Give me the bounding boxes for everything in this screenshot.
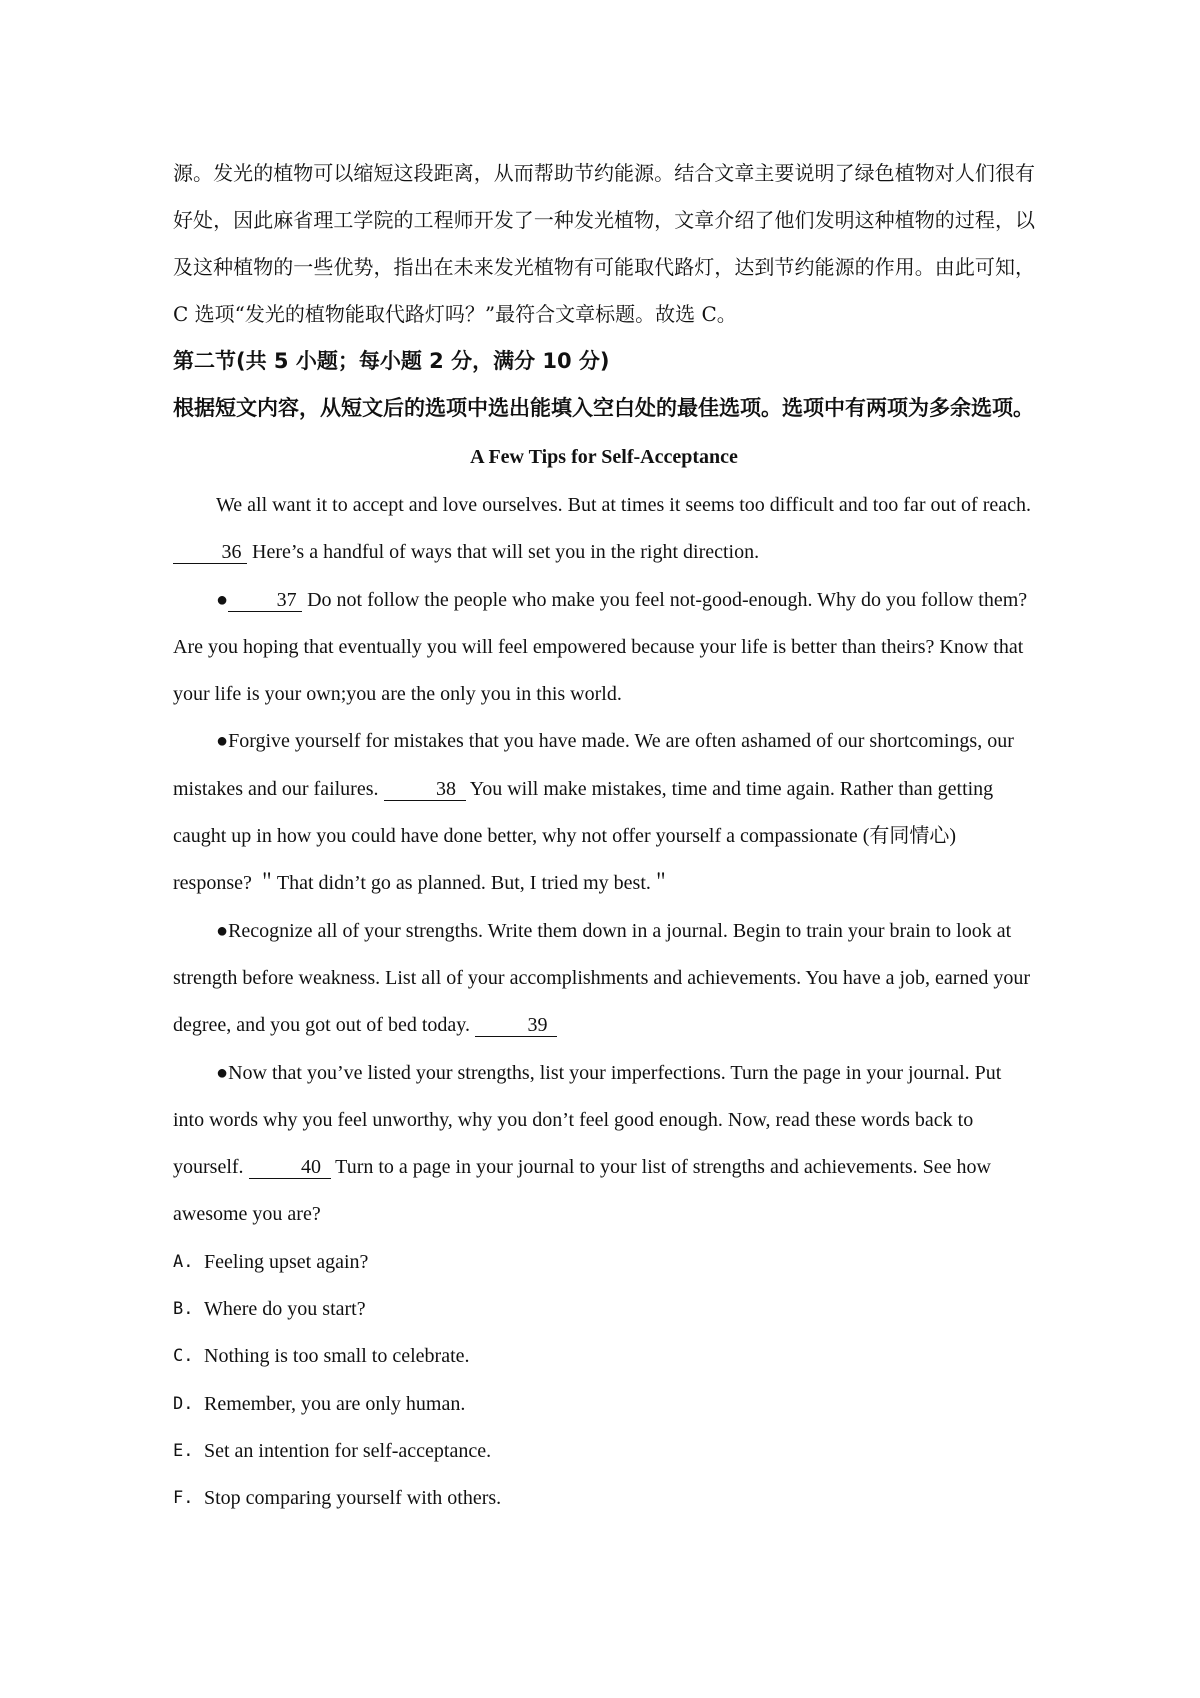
answer-options <box>173 1239 1035 1523</box>
bullet: ● <box>216 588 229 611</box>
blank-37: 37 <box>228 589 302 612</box>
option-text: Feeling upset again? <box>204 1250 369 1273</box>
paragraph-text: Do not follow the people who make you feel not-good-enough. Why do you follow them? Are you hoping that eventually you will feel empowered because your life is better than theirs? Know that your life is your own;you are the only you in this world. <box>173 588 1028 706</box>
paragraph-text: ●Recognize all of your strengths. Write them down in a journal. Begin to train your brain to look at strength before weakness. List all of your accomplishments and achievements. You have a job, earned your degree, and you got out of bed today. <box>173 919 1030 1037</box>
passage-paragraph-4 <box>173 908 1035 1050</box>
paragraph-text: Here’s a handful of ways that will set you in the right direction. <box>247 541 760 564</box>
section-instructions: 根据短文内容，从短文后的选项中选出能填入空白处的最佳选项。选项中有两项为多余选项。 <box>173 396 1034 420</box>
blank-36: 36 <box>173 541 247 564</box>
option-letter: E. <box>173 1440 194 1461</box>
option-text: Nothing is too small to celebrate. <box>204 1345 470 1368</box>
blank-38: 38 <box>384 778 466 801</box>
paragraph-text: ●Forgive yourself for mistakes that you have made. We are often ashamed of our shortcomings, our mistakes and our failures. <box>173 730 1014 800</box>
section-heading: 第二节(共 5 小题；每小题 2 分，满分 10 分) <box>173 349 610 373</box>
option-a <box>173 1239 1035 1286</box>
paragraph-text: ●Now that you’ve listed your strengths, list your imperfections. Turn the page in your journal. Put into words why you feel unworthy, why you don’t feel good enough. Now, read these words back to yourself. <box>173 1061 1002 1179</box>
paragraph-text: Turn to a page in your journal to your list of strengths and achievements. See how awesome you are? <box>173 1156 991 1226</box>
option-text: Where do you start? <box>204 1298 366 1321</box>
option-letter: D. <box>173 1393 194 1414</box>
blank-39: 39 <box>475 1014 557 1037</box>
passage-paragraph-1 <box>173 482 1035 577</box>
document-page <box>173 150 1035 1523</box>
option-text: Set an intention for self-acceptance. <box>204 1439 492 1462</box>
option-letter: B. <box>173 1299 194 1320</box>
paragraph-text: You will make mistakes, time and time again. Rather than getting caught up in how you could have done better, why not offer yourself a compassionate (有同情心) response? ＂That didn’t go as planned. But, I tried my best.＂ <box>173 777 994 895</box>
option-letter: F. <box>173 1488 194 1509</box>
option-letter: A. <box>173 1251 194 1272</box>
passage-title: A Few Tips for Self-Acceptance <box>470 446 738 468</box>
option-text: Remember, you are only human. <box>204 1392 466 1415</box>
option-text: Stop comparing yourself with others. <box>204 1487 502 1510</box>
option-b <box>173 1286 1035 1333</box>
previous-answer-explanation: 源。发光的植物可以缩短这段距离，从而帮助节约能源。结合文章主要说明了绿色植物对人们很有好处，因此麻省理工学院的工程师开发了一种发光植物，文章介绍了他们发明这种植物的过程，以及这种植物的一些优势，指出在未来发光植物有可能取代路灯，达到节约能源的作用。由此可知，C 选项“发光的植物能取代路灯吗？”最符合文章标题。故选 C。 <box>173 161 1035 326</box>
paragraph-text: We all want it to accept and love ourselves. But at times it seems too difficult and too far out of reach. <box>216 494 1032 516</box>
option-f <box>173 1475 1035 1522</box>
passage-paragraph-3 <box>173 718 1035 907</box>
blank-40: 40 <box>249 1156 331 1179</box>
option-letter: C. <box>173 1346 194 1367</box>
option-d <box>173 1381 1035 1428</box>
option-c <box>173 1333 1035 1380</box>
passage-paragraph-2 <box>173 577 1035 719</box>
option-e <box>173 1428 1035 1475</box>
passage-paragraph-5 <box>173 1050 1035 1239</box>
